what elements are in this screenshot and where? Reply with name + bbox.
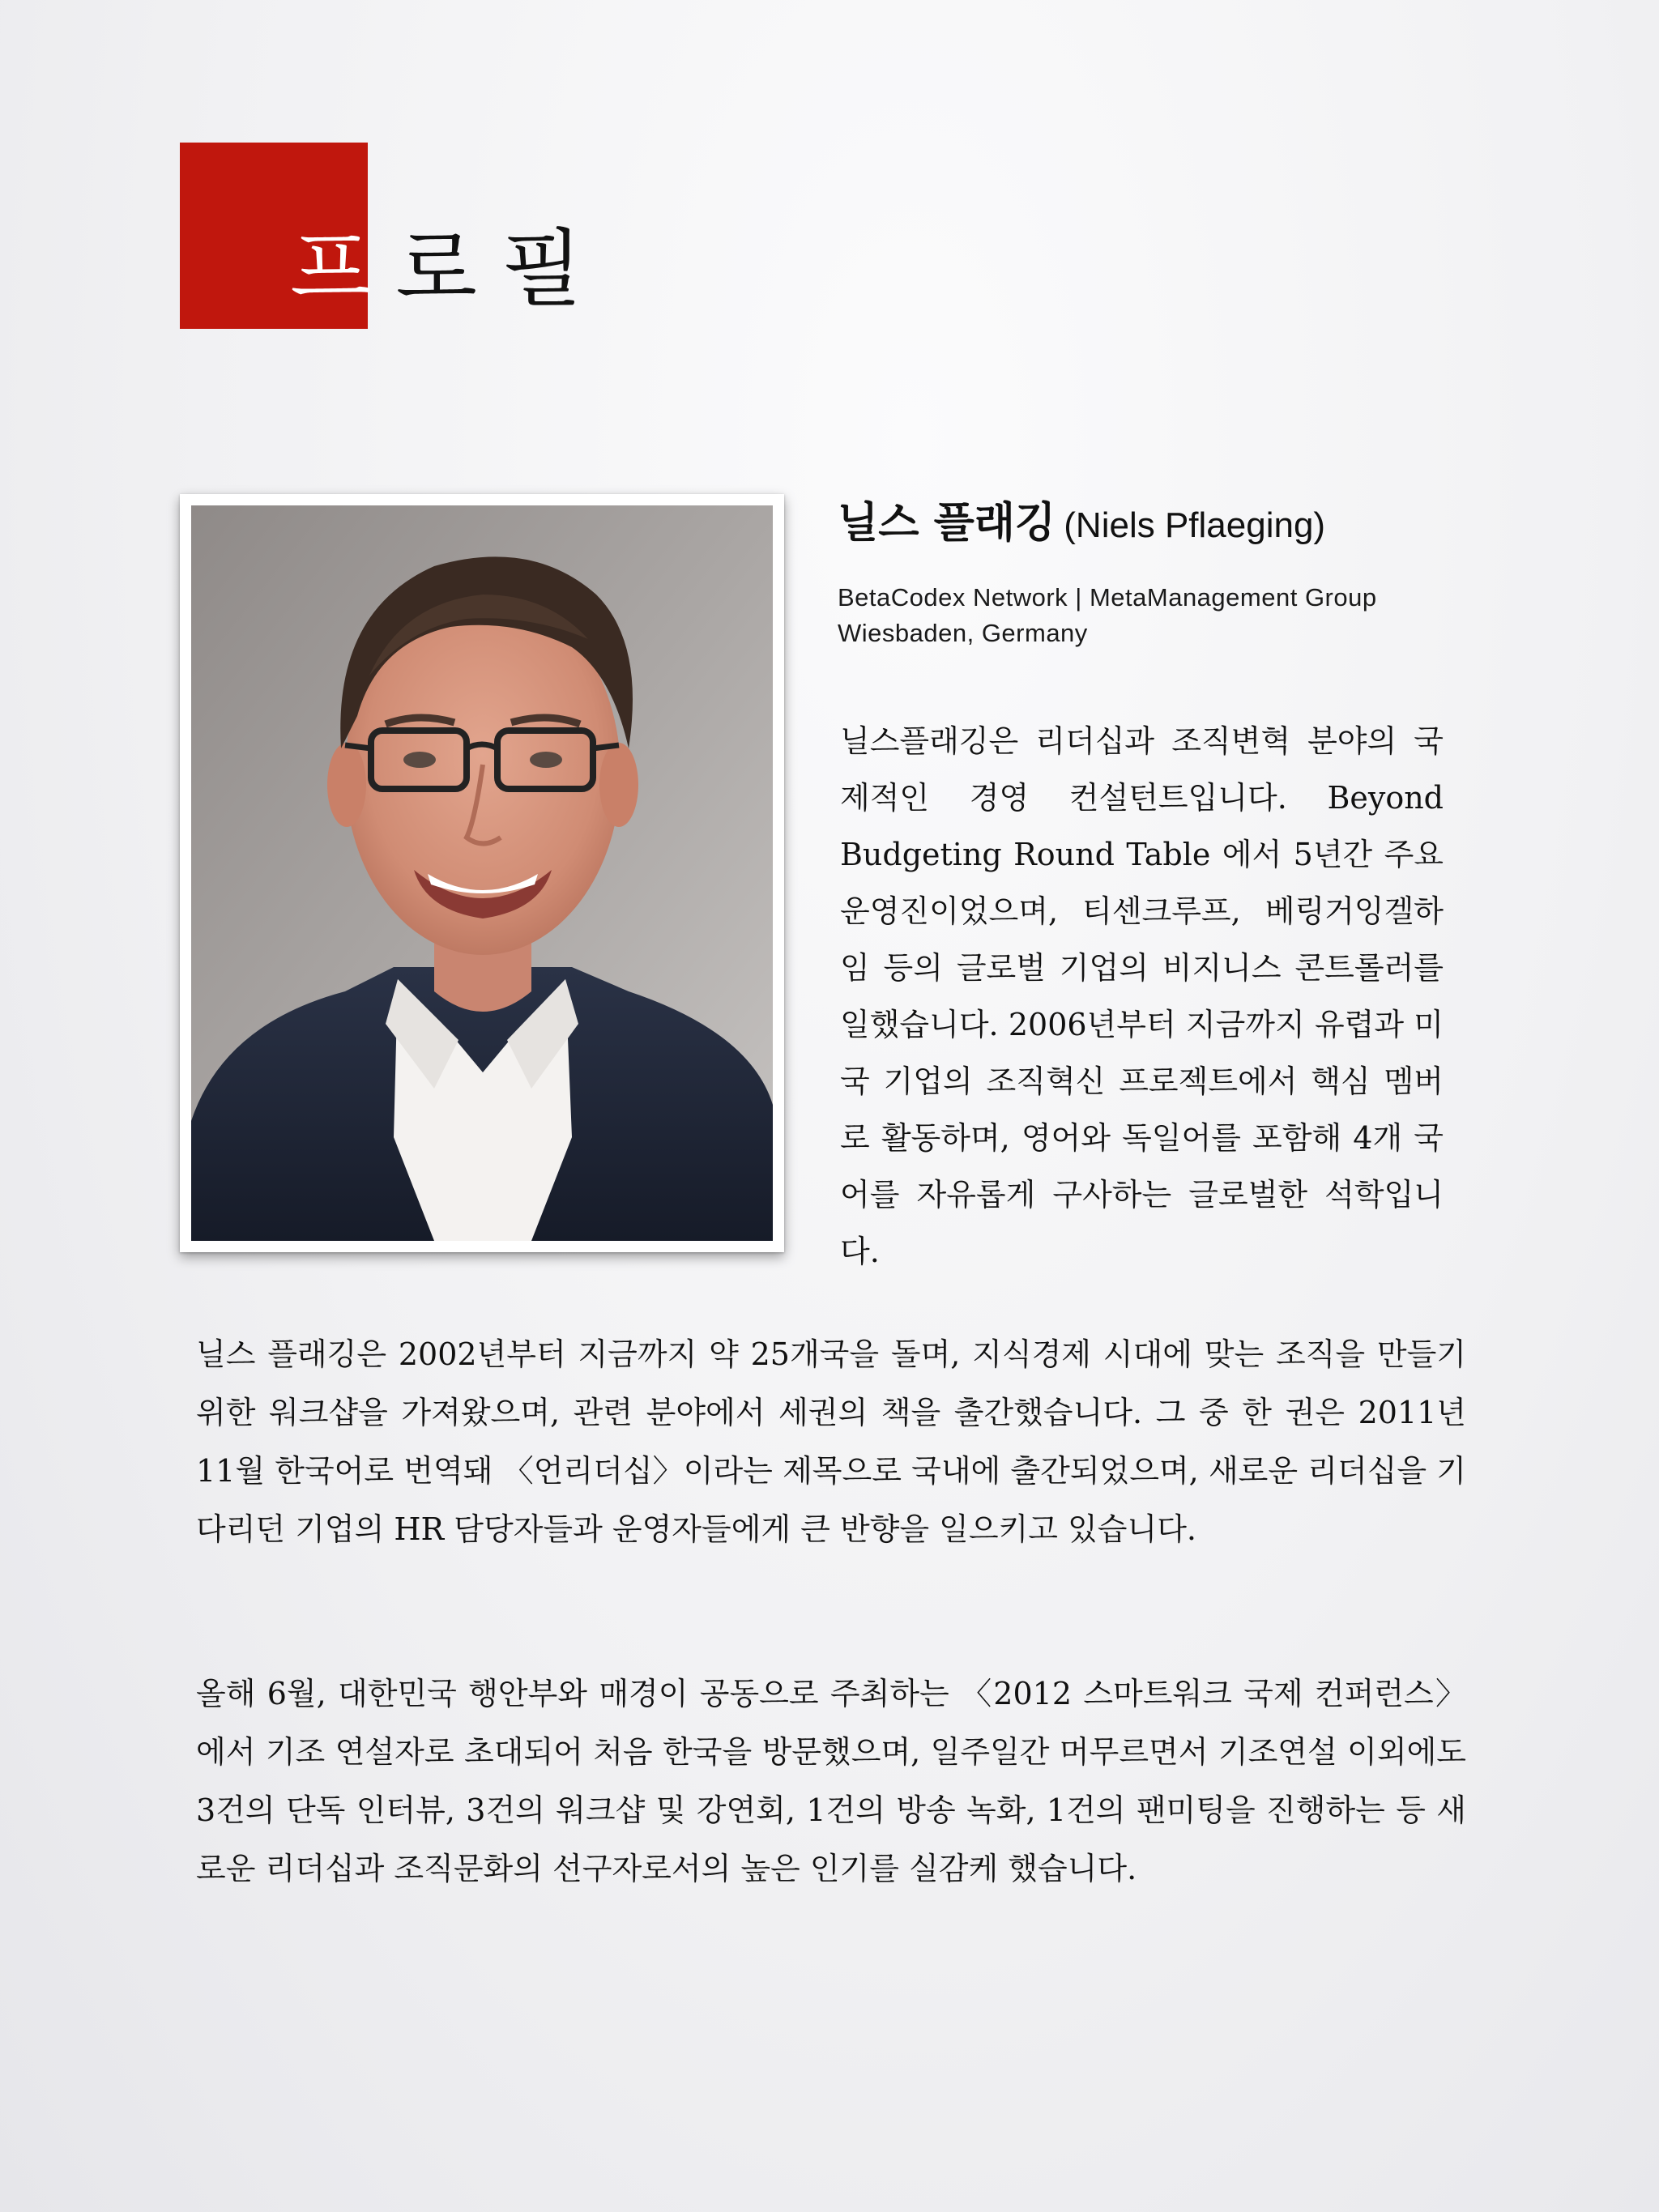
profile-name: [838, 499, 1326, 548]
body-paragraph-1: 닐스 플래깅은 2002년부터 지금까지 약 25개국을 돌며, 지식경제 시대에 맞는 조직을 만들기 위한 워크샵을 가져왔으며, 관련 분야에서 세권의 책을 출간했습니다. 그 중 한 권은 2011년 11월 한국어로 번역돼 〈언리더십〉이라는 제목으로 국내에 출간되었으며, 새로운 리더십을 기다리던 기업의 HR 담당자들과 운영자들에게 큰 반향을 일으키고 있습니다.: [196, 1336, 1466, 1547]
body-paragraph-2: 올해 6월, 대한민국 행안부와 매경이 공동으로 주최하는 〈2012 스마트워크 국제 컨퍼런스〉에서 기조 연설자로 초대되어 처음 한국을 방문했으며, 일주일간 머무르면서 기조연설 이외에도 3건의 단독 인터뷰, 3건의 워크샵 및 강연회, 1건의 방송 녹화, 1건의 팬미팅을 진행하는 등 새로운 리더십과 조직문화의 선구자로서의 높은 인기를 실감케 했습니다.: [196, 1676, 1466, 1886]
profile-photo-frame: [180, 494, 784, 1252]
page-title: [290, 219, 608, 318]
profile-affiliation-block: [838, 580, 1377, 651]
profile-photo: [191, 505, 773, 1241]
profile-bio: 닐스플래깅은 리더십과 조직변혁 분야의 국제적인 경영 컨설턴트입니다. Beyond Budgeting Round Table 에서 5년간 주요 운영진이었으며, 티센크루프, 베링거잉겔하임 등의 글로벌 기업의 비지니스 콘트롤러를 일했습니다. 2006년부터 지금까지 유렵과 미국 기업의 조직혁신 프로젝트에서 핵심 멤버로 활동하며, 영어와 독일어를 포함해 4개 국어를 자유롭게 구사하는 글로벌한 석학입니다.: [840, 723, 1444, 1269]
page-title-rest: 로필: [395, 219, 608, 318]
profile-name-korean: 닐스 플래깅: [838, 499, 1056, 548]
profile-affiliation: BetaCodex Network | MetaManagement Group: [838, 583, 1377, 612]
portrait-illustration: [191, 505, 773, 1241]
page-title-first-char: 프: [290, 219, 396, 318]
profile-location: Wiesbaden, Germany: [838, 619, 1088, 647]
profile-name-english: (Niels Pflaeging): [1064, 505, 1326, 545]
